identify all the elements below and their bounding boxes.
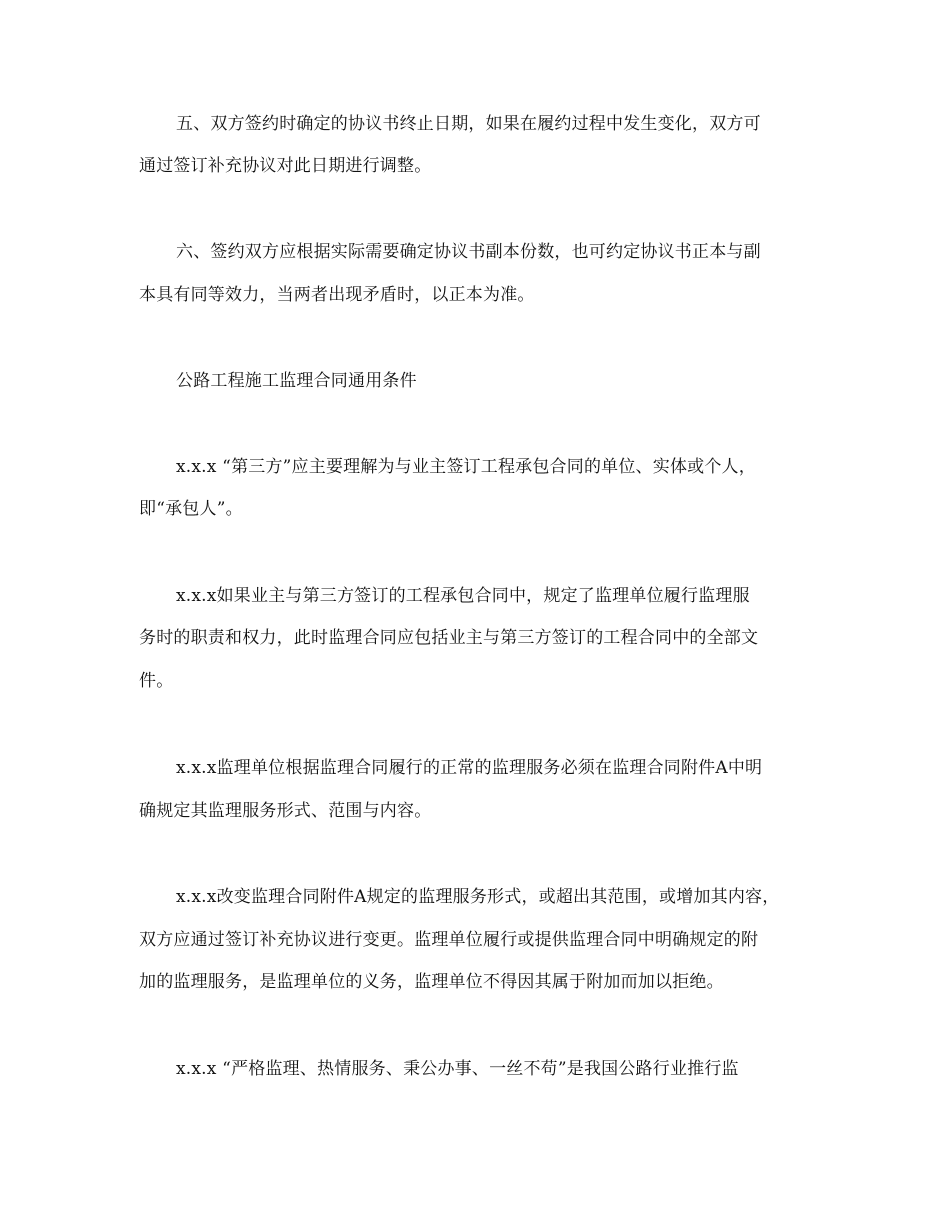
paragraph-5-line-2: 务时的职责和权力，此时监理合同应包括业主与第三方签订的工程合同中的全部文 <box>139 628 759 648</box>
paragraph-1-line-1: 五、双方签约时确定的协议书终止日期，如果在履约过程中发生变化，双方可 <box>176 114 761 134</box>
paragraph-5-line-1: x.x.x如果业主与第三方签订的工程承包合同中，规定了监理单位履行监理服 <box>176 586 750 606</box>
paragraph-6-line-1: x.x.x监理单位根据监理合同履行的正常的监理服务必须在监理合同附件A中明 <box>176 758 763 778</box>
paragraph-4-line-1: x.x.x “第三方”应主要理解为与业主签订工程承包合同的单位、实体或个人， <box>176 457 756 477</box>
paragraph-7-line-3: 加的监理服务，是监理单位的义务，监理单位不得因其属于附加而加以拒绝。 <box>139 972 724 992</box>
paragraph-7-line-1: x.x.x改变监理合同附件A规定的监理服务形式，或超出其范围，或增加其内容， <box>176 887 780 907</box>
paragraph-2-line-2: 本具有同等效力，当两者出现矛盾时，以正本为准。 <box>139 285 535 305</box>
paragraph-1-line-2: 通过签订补充协议对此日期进行调整。 <box>139 156 432 176</box>
paragraph-2-line-1: 六、签约双方应根据实际需要确定协议书副本份数，也可约定协议书正本与副 <box>176 242 761 262</box>
paragraph-7-line-2: 双方应通过签订补充协议进行变更。监理单位履行或提供监理合同中明确规定的附 <box>139 930 759 950</box>
paragraph-8-line-1: x.x.x “严格监理、热情服务、秉公办事、一丝不苟”是我国公路行业推行监 <box>176 1059 739 1079</box>
paragraph-4-line-2: 即“承包人”。 <box>139 499 243 519</box>
paragraph-5-line-3: 件。 <box>139 671 174 691</box>
paragraph-6-line-2: 确规定其监理服务形式、范围与内容。 <box>139 801 432 821</box>
section-title: 公路工程施工监理合同通用条件 <box>176 371 417 391</box>
